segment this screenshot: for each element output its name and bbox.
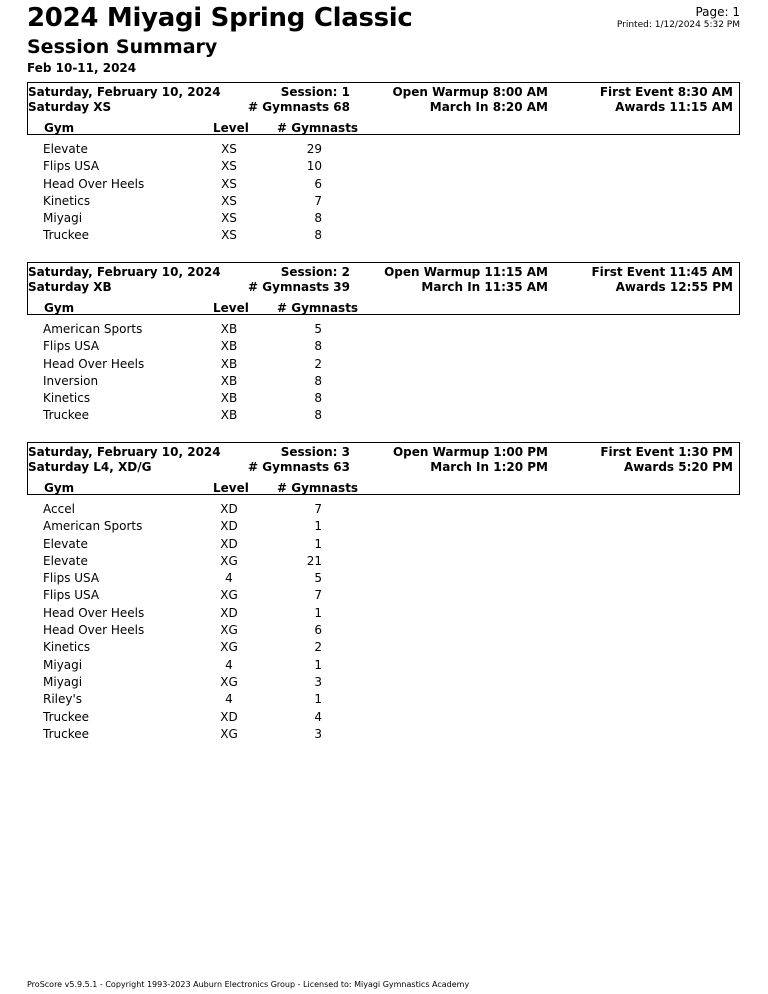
session-gymnast-total: # Gymnasts 63 bbox=[248, 460, 350, 474]
level: XD bbox=[220, 709, 238, 724]
table-row bbox=[27, 691, 740, 708]
session-rows bbox=[27, 315, 740, 425]
table-row bbox=[27, 709, 740, 726]
table-row bbox=[27, 141, 740, 158]
table-row bbox=[27, 193, 740, 210]
table-row bbox=[27, 639, 740, 656]
level: XG bbox=[220, 588, 238, 603]
table-row bbox=[27, 390, 740, 407]
gymnast-count: 3 bbox=[314, 674, 322, 689]
gym-name: Miyagi bbox=[43, 211, 83, 226]
first-event-time: First Event 11:45 AM bbox=[591, 265, 733, 279]
open-warmup-time: Open Warmup 1:00 PM bbox=[392, 445, 548, 459]
gym-name: Head Over Heels bbox=[43, 605, 145, 620]
gym-name: Accel bbox=[43, 502, 75, 516]
awards-time: Awards 5:20 PM bbox=[623, 460, 733, 474]
gym-name: Miyagi bbox=[43, 657, 83, 672]
level: XS bbox=[221, 176, 237, 191]
level: 4 bbox=[225, 692, 233, 707]
table-row bbox=[27, 518, 740, 535]
gymnast-count: 3 bbox=[314, 726, 322, 741]
gym-name: Head Over Heels bbox=[43, 623, 145, 638]
column-header-gymnasts: # Gymnasts bbox=[277, 121, 359, 135]
gymnast-count: 7 bbox=[314, 193, 322, 208]
level: XG bbox=[220, 553, 238, 568]
session-block-1 bbox=[27, 82, 740, 245]
level: XB bbox=[220, 373, 238, 388]
column-header-gymnasts: # Gymnasts bbox=[277, 301, 359, 315]
first-event-time: First Event 1:30 PM bbox=[600, 445, 733, 459]
gym-name: Kinetics bbox=[43, 640, 91, 655]
gymnast-count: 8 bbox=[314, 228, 322, 243]
gymnast-count: 8 bbox=[314, 408, 322, 423]
gym-name: Elevate bbox=[43, 536, 88, 551]
session-number: Session: 3 bbox=[280, 445, 350, 459]
table-row bbox=[27, 356, 740, 373]
gym-name: Miyagi bbox=[43, 674, 83, 689]
gym-name: American Sports bbox=[43, 519, 143, 534]
page-title: 2024 Miyagi Spring Classic bbox=[27, 3, 413, 33]
column-header-level: Level bbox=[213, 301, 249, 315]
table-row bbox=[27, 605, 740, 622]
session-gymnast-total: # Gymnasts 68 bbox=[248, 100, 350, 114]
level: XG bbox=[220, 623, 238, 638]
session-gymnast-total: # Gymnasts 39 bbox=[248, 280, 350, 294]
table-row bbox=[27, 622, 740, 639]
gymnast-count: 8 bbox=[314, 211, 322, 226]
level: XD bbox=[220, 519, 238, 534]
level: XG bbox=[220, 674, 238, 689]
gym-name: Elevate bbox=[43, 142, 88, 156]
session-number: Session: 2 bbox=[280, 265, 350, 279]
gym-name: Inversion bbox=[43, 373, 99, 388]
awards-time: Awards 11:15 AM bbox=[615, 100, 733, 114]
level: XD bbox=[220, 605, 238, 620]
gymnast-count: 8 bbox=[314, 391, 322, 406]
gymnast-count: 7 bbox=[314, 502, 322, 516]
level: XB bbox=[220, 356, 238, 371]
march-in-time: March In 11:35 AM bbox=[421, 280, 548, 294]
session-header bbox=[27, 262, 740, 315]
session-name: Saturday XB bbox=[28, 280, 112, 294]
gymnast-count: 6 bbox=[314, 623, 322, 638]
gymnast-count: 5 bbox=[314, 571, 322, 586]
gym-name: Head Over Heels bbox=[43, 356, 145, 371]
gymnast-count: 5 bbox=[314, 322, 322, 336]
gymnast-count: 6 bbox=[314, 176, 322, 191]
session-date: Saturday, February 10, 2024 bbox=[28, 445, 221, 459]
gym-name: Kinetics bbox=[43, 193, 91, 208]
session-block-3 bbox=[27, 442, 740, 743]
gymnast-count: 10 bbox=[306, 159, 322, 174]
gymnast-count: 2 bbox=[314, 640, 322, 655]
table-row bbox=[27, 501, 740, 518]
gymnast-count: 8 bbox=[314, 373, 322, 388]
column-header-level: Level bbox=[213, 121, 249, 135]
gymnast-count: 4 bbox=[314, 709, 322, 724]
level: XS bbox=[221, 228, 237, 243]
level: XS bbox=[221, 142, 237, 156]
level: XB bbox=[220, 322, 238, 336]
gymnast-count: 1 bbox=[314, 519, 322, 534]
gymnast-count: 29 bbox=[306, 142, 322, 156]
session-header bbox=[27, 442, 740, 495]
table-row bbox=[27, 227, 740, 244]
open-warmup-time: Open Warmup 8:00 AM bbox=[392, 85, 548, 99]
level: XD bbox=[220, 502, 238, 516]
table-row bbox=[27, 674, 740, 691]
gym-name: Kinetics bbox=[43, 391, 91, 406]
session-rows bbox=[27, 135, 740, 245]
gymnast-count: 7 bbox=[314, 588, 322, 603]
level: XD bbox=[220, 536, 238, 551]
level: XB bbox=[220, 391, 238, 406]
page-subtitle: Session Summary bbox=[27, 36, 218, 58]
session-name: Saturday XS bbox=[28, 100, 112, 114]
open-warmup-time: Open Warmup 11:15 AM bbox=[384, 265, 548, 279]
level: 4 bbox=[225, 657, 233, 672]
level: XS bbox=[221, 193, 237, 208]
level: XS bbox=[221, 211, 237, 226]
session-number: Session: 1 bbox=[280, 85, 350, 99]
gym-name: Riley's bbox=[43, 692, 83, 707]
level: XG bbox=[220, 726, 238, 741]
table-row bbox=[27, 587, 740, 604]
table-row bbox=[27, 570, 740, 587]
gym-name: Truckee bbox=[43, 726, 89, 741]
table-row bbox=[27, 657, 740, 674]
level: XG bbox=[220, 640, 238, 655]
gymnast-count: 8 bbox=[314, 339, 322, 354]
gymnast-count: 1 bbox=[314, 657, 322, 672]
column-header-gym: Gym bbox=[44, 121, 75, 135]
column-header-level: Level bbox=[213, 481, 249, 495]
session-block-2 bbox=[27, 262, 740, 425]
table-row bbox=[27, 373, 740, 390]
gym-name: Elevate bbox=[43, 553, 88, 568]
gym-name: Flips USA bbox=[43, 571, 100, 586]
march-in-time: March In 8:20 AM bbox=[429, 100, 548, 114]
session-header bbox=[27, 82, 740, 135]
gymnast-count: 1 bbox=[314, 536, 322, 551]
table-row bbox=[27, 553, 740, 570]
table-row bbox=[27, 407, 740, 424]
column-header-gym: Gym bbox=[44, 481, 75, 495]
gym-name: Truckee bbox=[43, 408, 89, 423]
gym-name: American Sports bbox=[43, 322, 143, 336]
level: 4 bbox=[225, 571, 233, 586]
gymnast-count: 1 bbox=[314, 605, 322, 620]
gymnast-count: 1 bbox=[314, 692, 322, 707]
column-header-gymnasts: # Gymnasts bbox=[277, 481, 359, 495]
gym-name: Head Over Heels bbox=[43, 176, 145, 191]
gymnast-count: 21 bbox=[306, 553, 322, 568]
meet-dates: Feb 10-11, 2024 bbox=[27, 61, 137, 75]
session-date: Saturday, February 10, 2024 bbox=[28, 265, 221, 279]
session-name: Saturday L4, XD/G bbox=[28, 460, 152, 474]
level: XB bbox=[220, 408, 238, 423]
table-row bbox=[27, 210, 740, 227]
session-date: Saturday, February 10, 2024 bbox=[28, 85, 221, 99]
level: XS bbox=[221, 159, 237, 174]
column-header-gym: Gym bbox=[44, 301, 75, 315]
gym-name: Flips USA bbox=[43, 339, 100, 354]
footer-copyright: ProScore v5.9.5.1 - Copyright 1993-2023 Auburn Electronics Group - Licensed to: Miyagi Gymnastics Academy bbox=[27, 980, 470, 989]
session-rows bbox=[27, 495, 740, 743]
gym-name: Truckee bbox=[43, 228, 89, 243]
table-row bbox=[27, 536, 740, 553]
printed-timestamp: Printed: 1/12/2024 5:32 PM bbox=[616, 20, 740, 30]
gym-name: Truckee bbox=[43, 709, 89, 724]
table-row bbox=[27, 158, 740, 175]
first-event-time: First Event 8:30 AM bbox=[599, 85, 733, 99]
gymnast-count: 2 bbox=[314, 356, 322, 371]
gym-name: Flips USA bbox=[43, 588, 100, 603]
table-row bbox=[27, 726, 740, 743]
table-row bbox=[27, 338, 740, 355]
awards-time: Awards 12:55 PM bbox=[615, 280, 733, 294]
level: XB bbox=[220, 339, 238, 354]
march-in-time: March In 1:20 PM bbox=[430, 460, 548, 474]
table-row bbox=[27, 321, 740, 338]
gym-name: Flips USA bbox=[43, 159, 100, 174]
table-row bbox=[27, 176, 740, 193]
page-number: Page: 1 bbox=[695, 5, 740, 19]
